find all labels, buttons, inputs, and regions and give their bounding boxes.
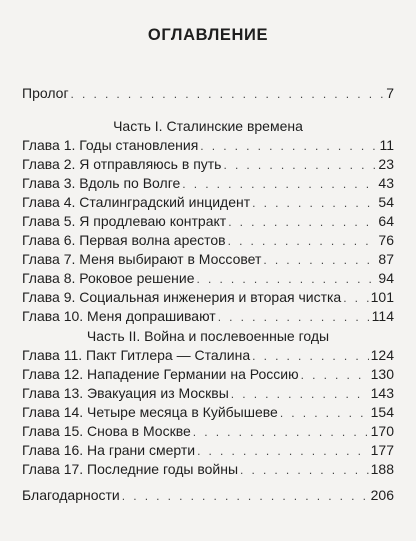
dot-leader [122, 487, 369, 506]
page-number: 64 [378, 213, 394, 229]
dot-leader [228, 232, 377, 251]
page-number: 206 [370, 487, 394, 503]
entry-label: Благодарности [22, 487, 120, 503]
dot-leader [252, 347, 369, 366]
page-number: 143 [370, 385, 394, 401]
dot-leader [197, 442, 369, 461]
toc-entry-ch4[interactable] [22, 193, 394, 212]
dot-leader [240, 461, 369, 480]
part1-heading: Часть I. Сталинские времена [113, 118, 303, 134]
toc-entry-ch14[interactable] [22, 403, 394, 422]
toc-entry-ch11[interactable] [22, 346, 394, 365]
page-number: 43 [378, 175, 394, 191]
page-number: 76 [378, 232, 394, 248]
dot-leader [263, 251, 376, 270]
page-number: 11 [379, 137, 394, 153]
entry-label: Глава 15. Снова в Москве [22, 423, 191, 439]
toc-entry-ch10[interactable] [22, 307, 394, 326]
entry-label: Глава 12. Нападение Германии на Россию [22, 366, 299, 382]
dot-leader [218, 308, 370, 327]
entry-label: Глава 11. Пакт Гитлера — Сталина [22, 347, 251, 363]
page-number: 114 [371, 308, 394, 324]
dot-leader [200, 137, 377, 156]
entry-label: Глава 7. Меня выбирают в Моссовет [22, 251, 262, 267]
dot-leader [193, 423, 369, 442]
page-number: 94 [378, 270, 394, 286]
toc-entry-ch15[interactable] [22, 422, 394, 441]
page-number: 154 [370, 404, 394, 420]
entry-label: Глава 3. Вдоль по Волге [22, 175, 181, 191]
page-number: 23 [378, 156, 394, 172]
dot-leader [343, 289, 368, 308]
toc-entry-ch13[interactable] [22, 384, 394, 403]
dot-leader [231, 385, 369, 404]
entry-label: Глава 16. На грани смерти [22, 442, 196, 458]
entry-label: Пролог [22, 85, 69, 101]
page-number: 7 [386, 85, 394, 101]
dot-leader [71, 85, 385, 104]
toc-entry-ch17[interactable] [22, 460, 394, 479]
toc-entry-ch8[interactable] [22, 269, 394, 288]
entry-label: Глава 4. Сталинградский инцидент [22, 194, 251, 210]
toc-title: ОГЛАВЛЕНИЕ [147, 26, 269, 44]
dot-leader [223, 156, 376, 175]
toc-entry-ch3[interactable] [22, 174, 394, 193]
entry-label: Глава 14. Четыре месяца в Куйбышеве [22, 404, 278, 420]
entry-label: Глава 17. Последние годы войны [22, 461, 239, 477]
entry-label: Глава 9. Социальная инженерия и вторая чистка [22, 289, 342, 305]
page-number: 177 [370, 442, 394, 458]
toc-entry-ch2[interactable] [22, 155, 394, 174]
entry-label: Глава 6. Первая волна арестов [22, 232, 226, 248]
toc-entry-ch16[interactable] [22, 441, 394, 460]
page-number: 101 [370, 289, 394, 305]
page-number: 130 [370, 366, 394, 382]
page-number: 170 [370, 423, 394, 439]
dot-leader [301, 366, 369, 385]
toc-entry-ch9[interactable] [22, 288, 394, 307]
page-number: 188 [370, 461, 394, 477]
toc-entry-acknowledgements[interactable] [22, 486, 394, 505]
page-number: 124 [370, 347, 394, 363]
toc-entry-prologue[interactable] [22, 84, 394, 103]
dot-leader [182, 175, 376, 194]
toc-entry-ch1[interactable] [22, 136, 394, 155]
entry-label: Глава 2. Я отправляюсь в путь [22, 156, 222, 172]
dot-leader [252, 194, 376, 213]
entry-label: Глава 10. Меня допрашивают [22, 308, 216, 324]
entry-label: Глава 5. Я продлеваю контракт [22, 213, 227, 229]
toc-entry-ch5[interactable] [22, 212, 394, 231]
page-number: 87 [378, 251, 394, 267]
entry-label: Глава 8. Роковое решение [22, 270, 195, 286]
page-number: 54 [378, 194, 394, 210]
part2-heading: Часть II. Война и послевоенные годы [86, 328, 330, 344]
dot-leader [228, 213, 376, 232]
dot-leader [197, 270, 377, 289]
entry-label: Глава 1. Годы становления [22, 137, 199, 153]
toc-entry-ch6[interactable] [22, 231, 394, 250]
dot-leader [280, 404, 369, 423]
toc-entry-ch7[interactable] [22, 250, 394, 269]
toc-entry-ch12[interactable] [22, 365, 394, 384]
entry-label: Глава 13. Эвакуация из Москвы [22, 385, 229, 401]
